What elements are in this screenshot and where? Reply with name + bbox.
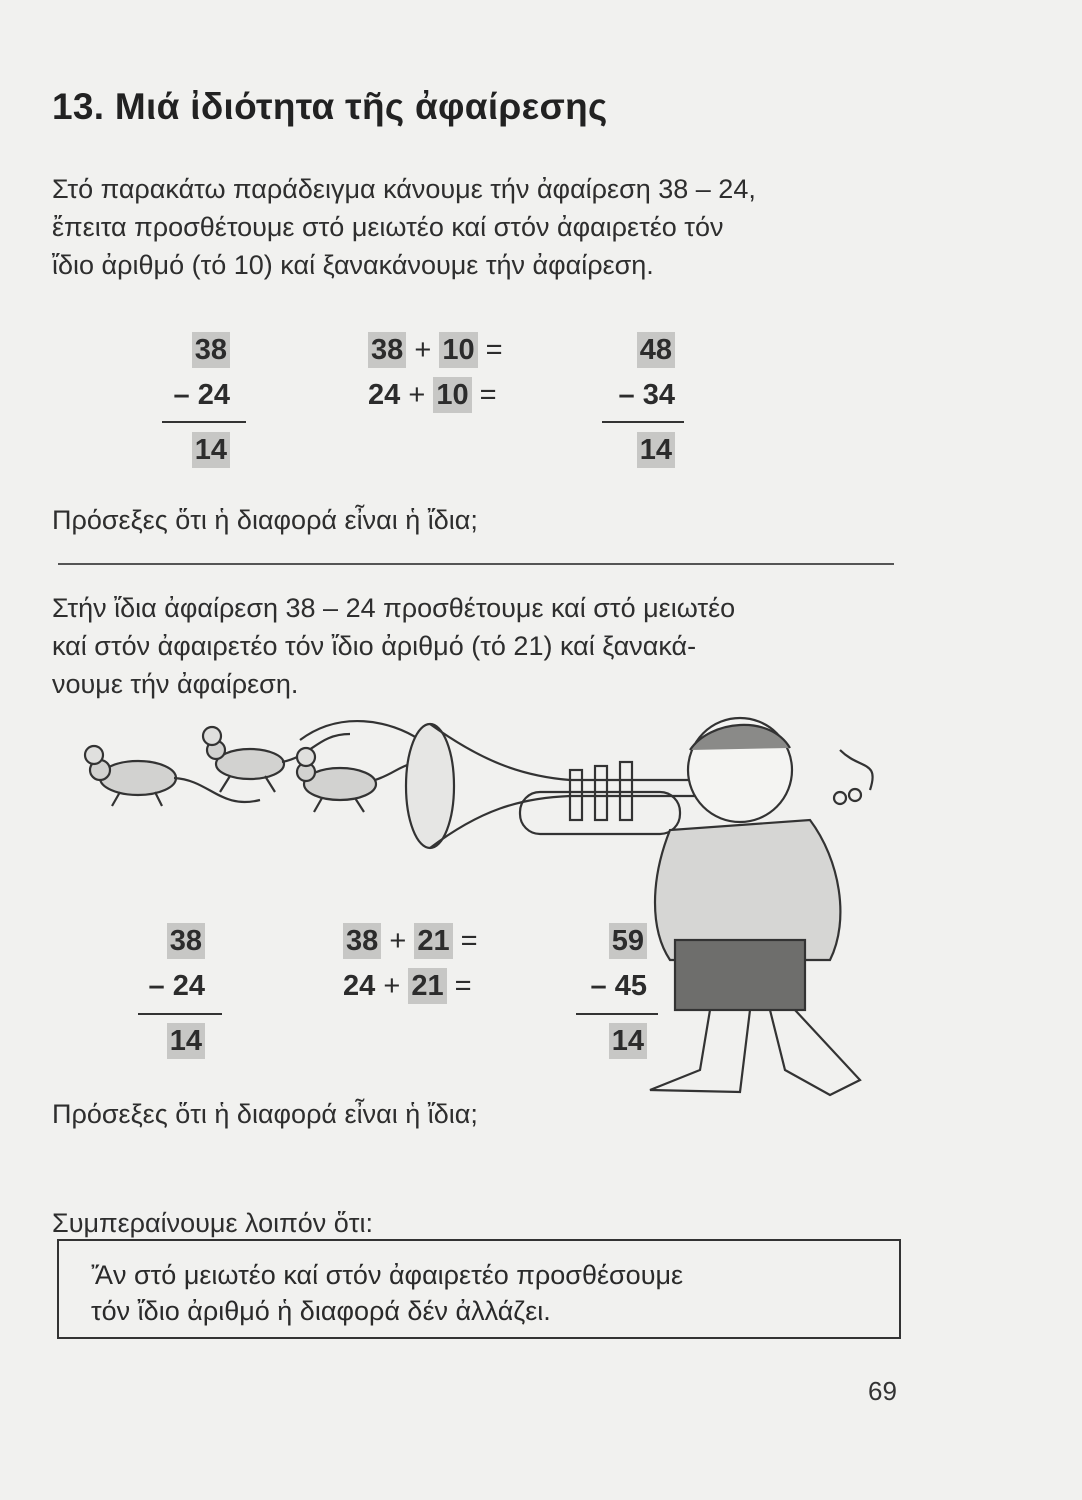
- rule-line: Ἄν στό μειωτέο καί στόν ἀφαιρετέο προσθέσουμε: [91, 1260, 684, 1290]
- difference: 14: [567, 1023, 647, 1059]
- difference: 14: [150, 432, 230, 468]
- difference: 14: [125, 1023, 205, 1059]
- sum-line: [602, 421, 684, 423]
- sum-line: [138, 1013, 222, 1015]
- difference: 14: [595, 432, 675, 468]
- sum-line: [162, 421, 246, 423]
- minuend: 38: [125, 923, 205, 959]
- paragraph-line: νουμε τήν ἀφαίρεση.: [52, 669, 299, 699]
- divider: [58, 563, 894, 565]
- intro-line: Στό παρακάτω παράδειγμα κάνουμε τήν ἀφαίρεση 38 – 24,: [52, 174, 756, 204]
- addition-row: 24 + 21 =: [343, 970, 472, 1002]
- conclusion-label: Συμπεραίνουμε λοιπόν ὅτι:: [52, 1208, 373, 1238]
- sum-line: [576, 1013, 658, 1015]
- minuend: 48: [595, 332, 675, 368]
- addition-row: 38 + 21 =: [343, 923, 478, 959]
- subtrahend: – 34: [618, 379, 675, 411]
- paragraph-line: Στήν ἴδια ἀφαίρεση 38 – 24 προσθέτουμε καί στό μειωτέο: [52, 593, 736, 623]
- intro-line: ἔπειτα προσθέτουμε στό μειωτέο καί στόν ἀφαιρετέο τόν: [52, 212, 724, 242]
- minuend: 59: [567, 923, 647, 959]
- page-number: 69: [868, 1376, 897, 1406]
- subtrahend: – 24: [173, 379, 230, 411]
- minuend: 38: [150, 332, 230, 368]
- page-title: 13. Μιά ἰδιότητα τῆς ἀφαίρεσης: [52, 86, 608, 127]
- question: Πρόσεξες ὅτι ἡ διαφορά εἶναι ἡ ἴδια;: [52, 505, 478, 535]
- rule-line: τόν ἴδιο ἀριθμό ἡ διαφορά δέν ἀλλάζει.: [91, 1296, 551, 1326]
- paragraph-line: καί στόν ἀφαιρετέο τόν ἴδιο ἀριθμό (τό 21) καί ξανακά-: [52, 631, 697, 661]
- addition-row: 24 + 10 =: [368, 379, 497, 411]
- intro-line: ἴδιο ἀριθμό (τό 10) καί ξανακάνουμε τήν ἀφαίρεση.: [52, 250, 654, 280]
- addition-row: 38 + 10 =: [368, 332, 503, 368]
- subtrahend: – 45: [590, 970, 647, 1002]
- question: Πρόσεξες ὅτι ἡ διαφορά εἶναι ἡ ἴδια;: [52, 1099, 478, 1129]
- subtrahend: – 24: [148, 970, 205, 1002]
- intro-paragraph: [52, 170, 902, 284]
- second-paragraph: [52, 589, 902, 703]
- rule-box: [57, 1239, 901, 1339]
- boy-icon: [650, 718, 873, 1095]
